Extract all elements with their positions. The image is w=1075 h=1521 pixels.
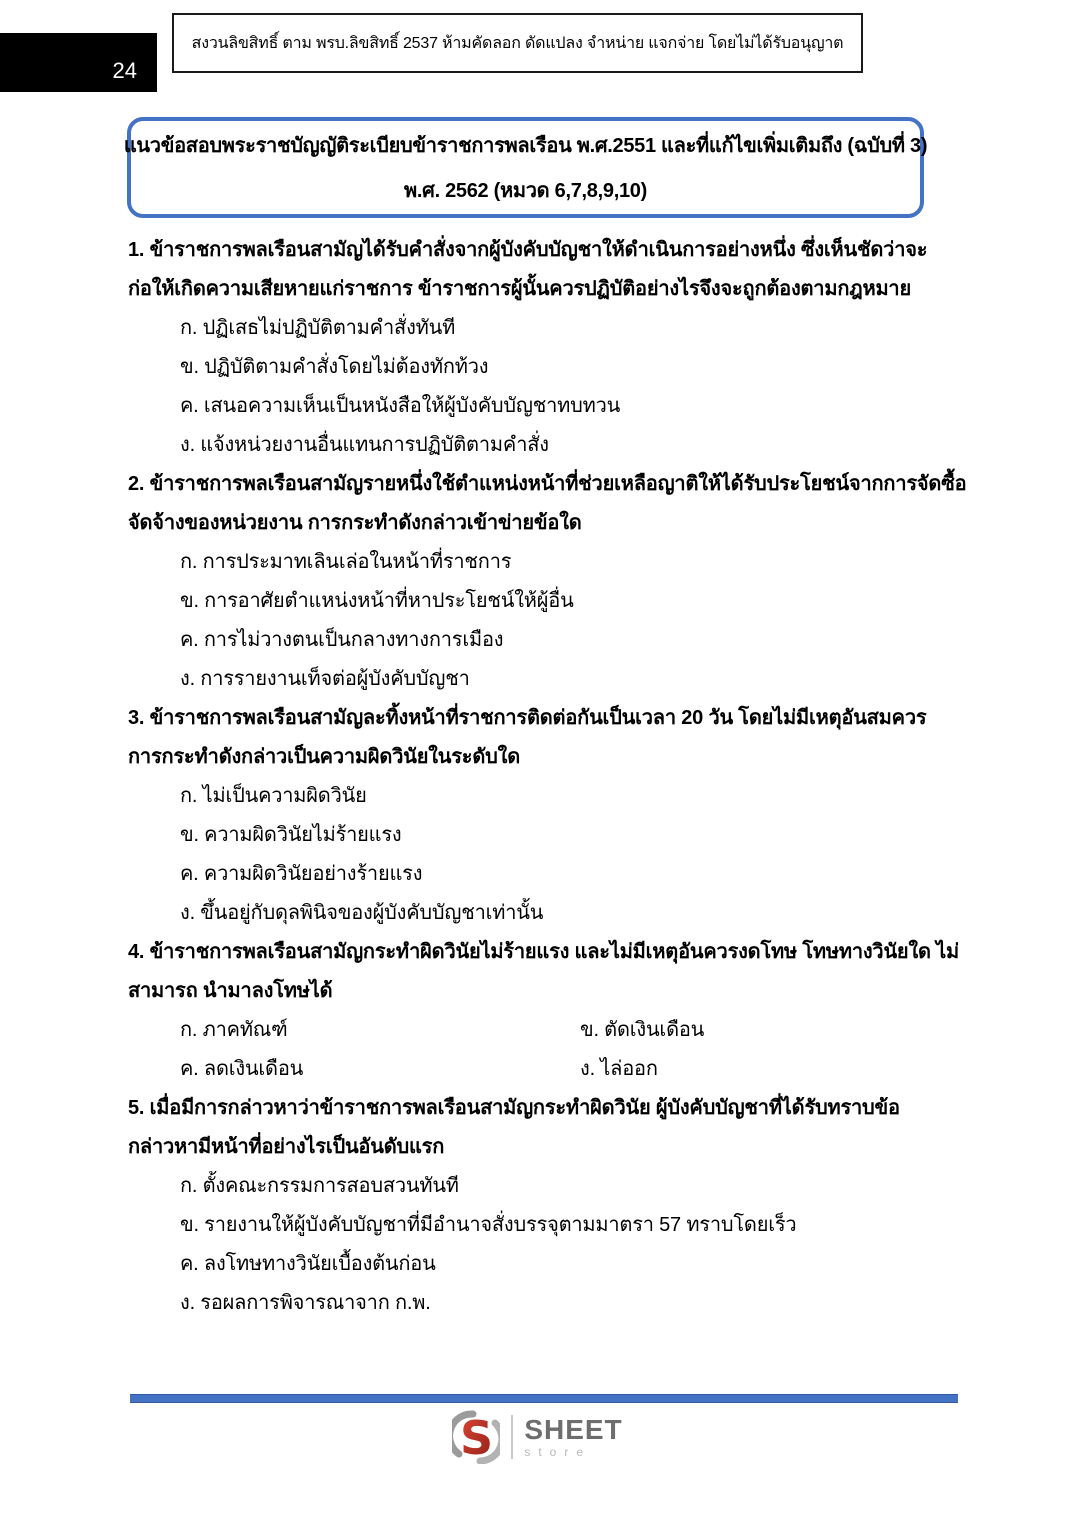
exam-title-line1: แนวข้อสอบพระราชบัญญัติระเบียบข้าราชการพลเรือน พ.ศ.2551 และที่แก้ไขเพิ่มเติมถึง (ฉบับที่ 3) bbox=[123, 135, 928, 157]
question-3 bbox=[128, 699, 960, 933]
exam-title-line2: พ.ศ. 2562 (หมวด 6,7,8,9,10) bbox=[404, 180, 647, 202]
answer-option: ง. รอผลการพิจารณาจาก ก.พ. bbox=[180, 1292, 431, 1314]
question-2 bbox=[128, 465, 967, 699]
copyright-notice-text: สงวนลิขสิทธิ์ ตาม พรบ.ลิขสิทธิ์ 2537 ห้ามคัดลอก ดัดแปลง จำหน่าย แจกจ่าย โดยไม่ได้รับอนุญาต bbox=[191, 34, 844, 52]
question-list bbox=[128, 231, 967, 1323]
page-number-badge bbox=[0, 33, 157, 92]
question-text: 2. ข้าราชการพลเรือนสามัญรายหนึ่งใช้ตำแหน่งหน้าที่ช่วยเหลือญาติให้ได้รับประโยชน์จากการจัดซื้อ bbox=[128, 473, 967, 495]
answer-option: ก. ภาคทัณฑ์ bbox=[180, 1019, 288, 1041]
answer-option: ก. ปฏิเสธไม่ปฏิบัติตามคำสั่งทันที bbox=[180, 317, 456, 339]
answer-option: ง. แจ้งหน่วยงานอื่นแทนการปฏิบัติตามคำสั่ง bbox=[180, 434, 549, 456]
answer-option: ข. ปฏิบัติตามคำสั่งโดยไม่ต้องทักท้วง bbox=[180, 356, 489, 378]
answer-option: ค. ลดเงินเดือน bbox=[180, 1058, 304, 1080]
answer-option: ก. ไม่เป็นความผิดวินัย bbox=[180, 785, 367, 807]
answer-option: ข. รายงานให้ผู้บังคับบัญชาที่มีอำนาจสั่งบรรจุตามมาตรา 57 ทราบโดยเร็ว bbox=[180, 1214, 797, 1236]
answer-option: ข. ความผิดวินัยไม่ร้ายแรง bbox=[180, 824, 402, 846]
question-text: จัดจ้างของหน่วยงาน การกระทำดังกล่าวเข้าข่ายข้อใด bbox=[128, 512, 582, 534]
answer-option: ข. ตัดเงินเดือน bbox=[580, 1019, 705, 1041]
logo-brand-text: SHEET bbox=[524, 1413, 623, 1445]
answer-option: ข. การอาศัยตำแหน่งหน้าที่หาประโยชน์ให้ผู้อื่น bbox=[180, 590, 574, 612]
answer-option: ง. ขึ้นอยู่กับดุลพินิจของผู้บังคับบัญชาเท่านั้น bbox=[180, 902, 544, 924]
copyright-notice-box bbox=[172, 13, 863, 73]
answer-option: ค. ลงโทษทางวินัยเบื้องต้นก่อน bbox=[180, 1253, 436, 1275]
question-1 bbox=[128, 231, 960, 465]
question-text: 1. ข้าราชการพลเรือนสามัญได้รับคำสั่งจากผู้บังคับบัญชาให้ดำเนินการอย่างหนึ่ง ซึ่งเห็นชัดว่าจะ bbox=[128, 239, 928, 261]
logo-divider bbox=[511, 1415, 513, 1459]
question-5 bbox=[128, 1089, 960, 1323]
answer-option: ก. การประมาทเลินเล่อในหน้าที่ราชการ bbox=[180, 551, 512, 573]
answer-option: ง. การรายงานเท็จต่อผู้บังคับบัญชา bbox=[180, 668, 470, 690]
page-number: 24 bbox=[112, 58, 137, 83]
sheet-store-logo-icon bbox=[452, 1410, 500, 1464]
answer-option: ค. เสนอความเห็นเป็นหนังสือให้ผู้บังคับบัญชาทบทวน bbox=[180, 395, 621, 417]
answer-option: ก. ตั้งคณะกรรมการสอบสวนทันที bbox=[180, 1175, 459, 1197]
answer-option: ค. ความผิดวินัยอย่างร้ายแรง bbox=[180, 863, 423, 885]
question-text: 5. เมื่อมีการกล่าวหาว่าข้าราชการพลเรือนสามัญกระทำผิดวินัย ผู้บังคับบัญชาที่ได้รับทราบข้อ bbox=[128, 1097, 900, 1119]
question-text: กล่าวหามีหน้าที่อย่างไรเป็นอันดับแรก bbox=[128, 1136, 445, 1158]
question-text: การกระทำดังกล่าวเป็นความผิดวินัยในระดับใด bbox=[128, 746, 520, 768]
answer-option: ง. ไล่ออก bbox=[580, 1058, 658, 1080]
svg-text:S: S bbox=[460, 1411, 494, 1464]
answer-options-two-column bbox=[128, 1011, 960, 1089]
question-text: ก่อให้เกิดความเสียหายแก่ราชการ ข้าราชการผู้นั้นควรปฏิบัติอย่างไรจึงจะถูกต้องตามกฎหมาย bbox=[128, 278, 911, 300]
logo-subtitle-text: store bbox=[524, 1444, 591, 1459]
logo-text bbox=[524, 1413, 623, 1459]
question-4 bbox=[128, 933, 960, 1089]
footer-divider bbox=[130, 1394, 958, 1403]
question-text: 3. ข้าราชการพลเรือนสามัญละทิ้งหน้าที่ราชการติดต่อกันเป็นเวลา 20 วัน โดยไม่มีเหตุอันสมควร bbox=[128, 707, 927, 729]
question-text: 4. ข้าราชการพลเรือนสามัญกระทำผิดวินัยไม่ร้ายแรง และไม่มีเหตุอันควรงดโทษ โทษทางวินัยใด ไม่ bbox=[128, 941, 959, 963]
exam-title-box bbox=[123, 117, 928, 218]
sheet-store-logo bbox=[0, 1408, 1075, 1466]
answer-option: ค. การไม่วางตนเป็นกลางทางการเมือง bbox=[180, 629, 504, 651]
question-text: สามารถ นำมาลงโทษได้ bbox=[128, 980, 333, 1002]
